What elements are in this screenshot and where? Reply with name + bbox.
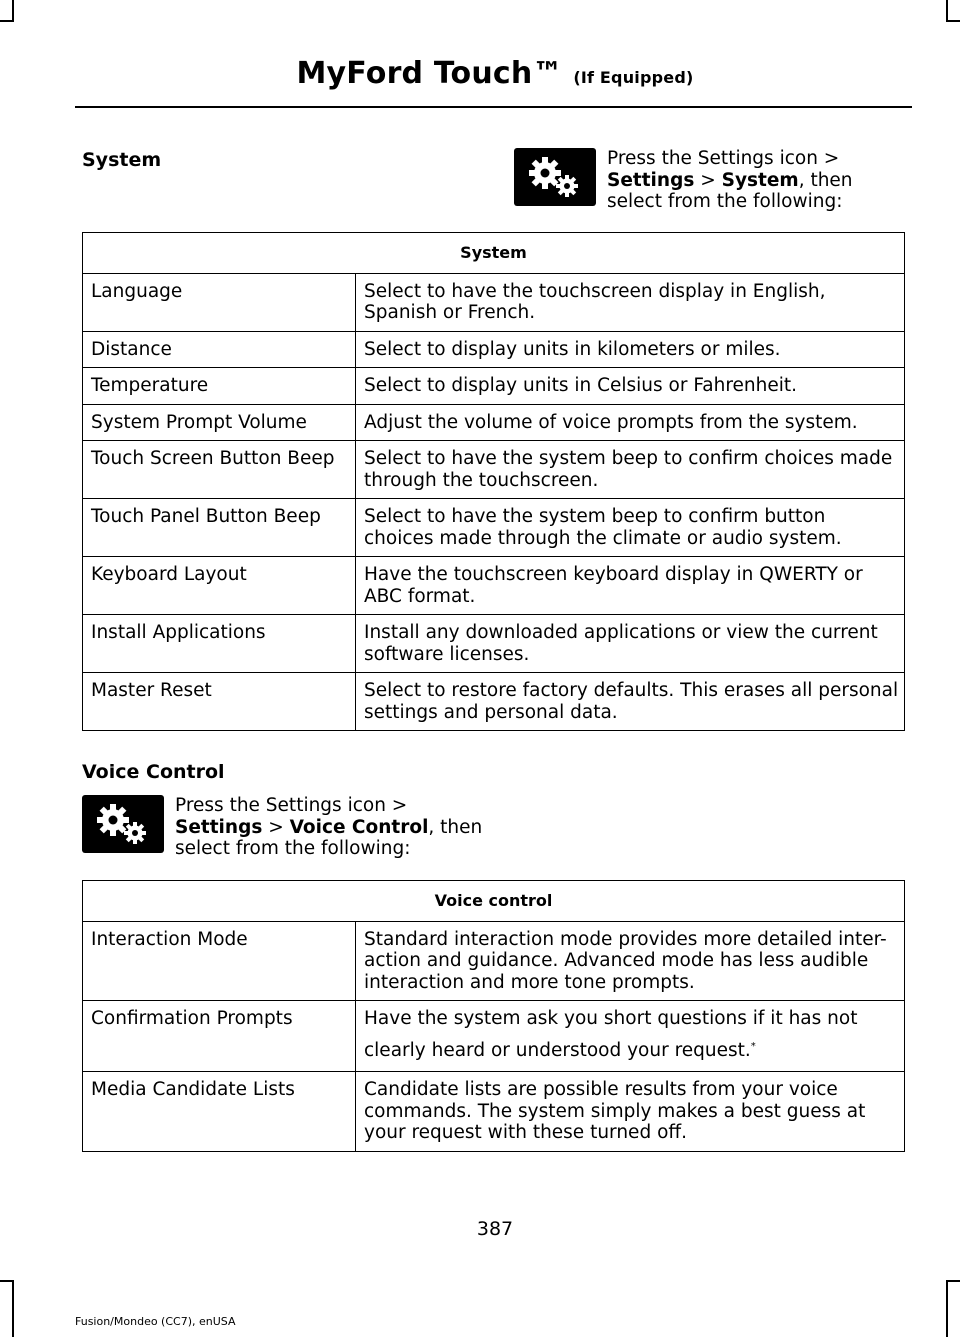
gears-icon: [523, 153, 587, 201]
intro-text: Press the Settings icon >: [607, 148, 840, 169]
intro-text-suffix: , then select from the following:: [175, 816, 483, 859]
setting-name: Touch Screen Button Beep: [83, 441, 356, 499]
path-separator: >: [268, 816, 284, 838]
setting-description: Select to have the touchscreen display in English, Spanish or French.: [356, 273, 905, 331]
table-row: [83, 441, 905, 499]
table-row: [83, 921, 905, 1001]
crop-mark: [946, 1280, 960, 1282]
setting-name: Touch Panel Button Beep: [83, 499, 356, 557]
setting-name: Master Reset: [83, 673, 356, 731]
header-title: MyFord Touch™: [296, 56, 563, 91]
setting-description: Select to display units in Celsius or Fahrenheit.: [356, 368, 905, 405]
setting-name: Keyboard Layout: [83, 557, 356, 615]
table-row: [83, 273, 905, 331]
setting-description: Have the touchscreen keyboard display in QWERTY or ABC format.: [356, 557, 905, 615]
setting-name: Confirmation Prompts: [83, 1001, 356, 1072]
menu-path-settings: Settings: [607, 169, 695, 191]
section-title-system: System: [82, 149, 162, 171]
setting-name: Interaction Mode: [83, 921, 356, 1001]
intro-text: Press the Settings icon >: [175, 795, 408, 816]
gears-icon: [91, 800, 155, 848]
setting-name: Language: [83, 273, 356, 331]
crop-mark: [0, 20, 14, 22]
setting-name: System Prompt Volume: [83, 404, 356, 441]
crop-mark: [0, 1280, 14, 1282]
settings-icon: [82, 795, 164, 853]
settings-icon: [514, 148, 596, 206]
setting-description: Select to display units in kilometers or miles.: [356, 331, 905, 368]
intro-text-suffix: , then select from the following:: [607, 169, 853, 212]
setting-description: Select to have the system beep to confirm button choices made through the climate or audio system.: [356, 499, 905, 557]
table-row: [83, 404, 905, 441]
description-text: Have the system ask you short questions if it has not clearly heard or understood your request.: [364, 1008, 858, 1062]
page-header: [0, 56, 960, 91]
crop-mark: [12, 0, 14, 22]
setting-description: [356, 1001, 905, 1072]
system-table: [82, 232, 905, 731]
table-header: System: [83, 233, 905, 274]
crop-mark: [946, 0, 948, 22]
setting-name: Distance: [83, 331, 356, 368]
page-number: 387: [476, 1218, 514, 1240]
footer-text: Fusion/Mondeo (CC7), enUSA: [75, 1315, 236, 1328]
table-row: [83, 331, 905, 368]
path-separator: >: [700, 169, 716, 191]
setting-description: Standard interaction mode provides more detailed inter-action and guidance. Advanced mode has less audible interaction and more tone prompts.: [356, 921, 905, 1001]
setting-description: Adjust the volume of voice prompts from the system.: [356, 404, 905, 441]
crop-mark: [946, 1280, 948, 1337]
menu-path-settings: Settings: [175, 816, 263, 838]
crop-mark: [12, 1280, 14, 1337]
setting-name: Install Applications: [83, 615, 356, 673]
setting-description: Install any downloaded applications or view the current software licenses.: [356, 615, 905, 673]
voice-intro: [175, 795, 485, 860]
header-subtitle: (If Equipped): [573, 68, 694, 87]
table-row: [83, 1072, 905, 1152]
setting-description: Select to have the system beep to confirm choices made through the touchscreen.: [356, 441, 905, 499]
table-row: [83, 615, 905, 673]
header-rule: [75, 106, 912, 108]
table-row: [83, 368, 905, 405]
table-row: [83, 557, 905, 615]
system-intro: [607, 148, 909, 213]
menu-path-voice-control: Voice Control: [289, 816, 429, 838]
table-header: Voice control: [83, 881, 905, 922]
setting-name: Media Candidate Lists: [83, 1072, 356, 1152]
footnote-marker: *: [750, 1041, 756, 1052]
voice-control-table: [82, 880, 905, 1152]
table-row: [83, 499, 905, 557]
section-title-voice-control: Voice Control: [82, 761, 225, 783]
table-row: [83, 1001, 905, 1072]
crop-mark: [946, 20, 960, 22]
setting-description: Candidate lists are possible results from your voice commands. The system simply makes a best guess at your request with these turned off.: [356, 1072, 905, 1152]
menu-path-system: System: [721, 169, 799, 191]
setting-name: Temperature: [83, 368, 356, 405]
table-row: [83, 673, 905, 731]
setting-description: Select to restore factory defaults. This erases all personal settings and personal data.: [356, 673, 905, 731]
